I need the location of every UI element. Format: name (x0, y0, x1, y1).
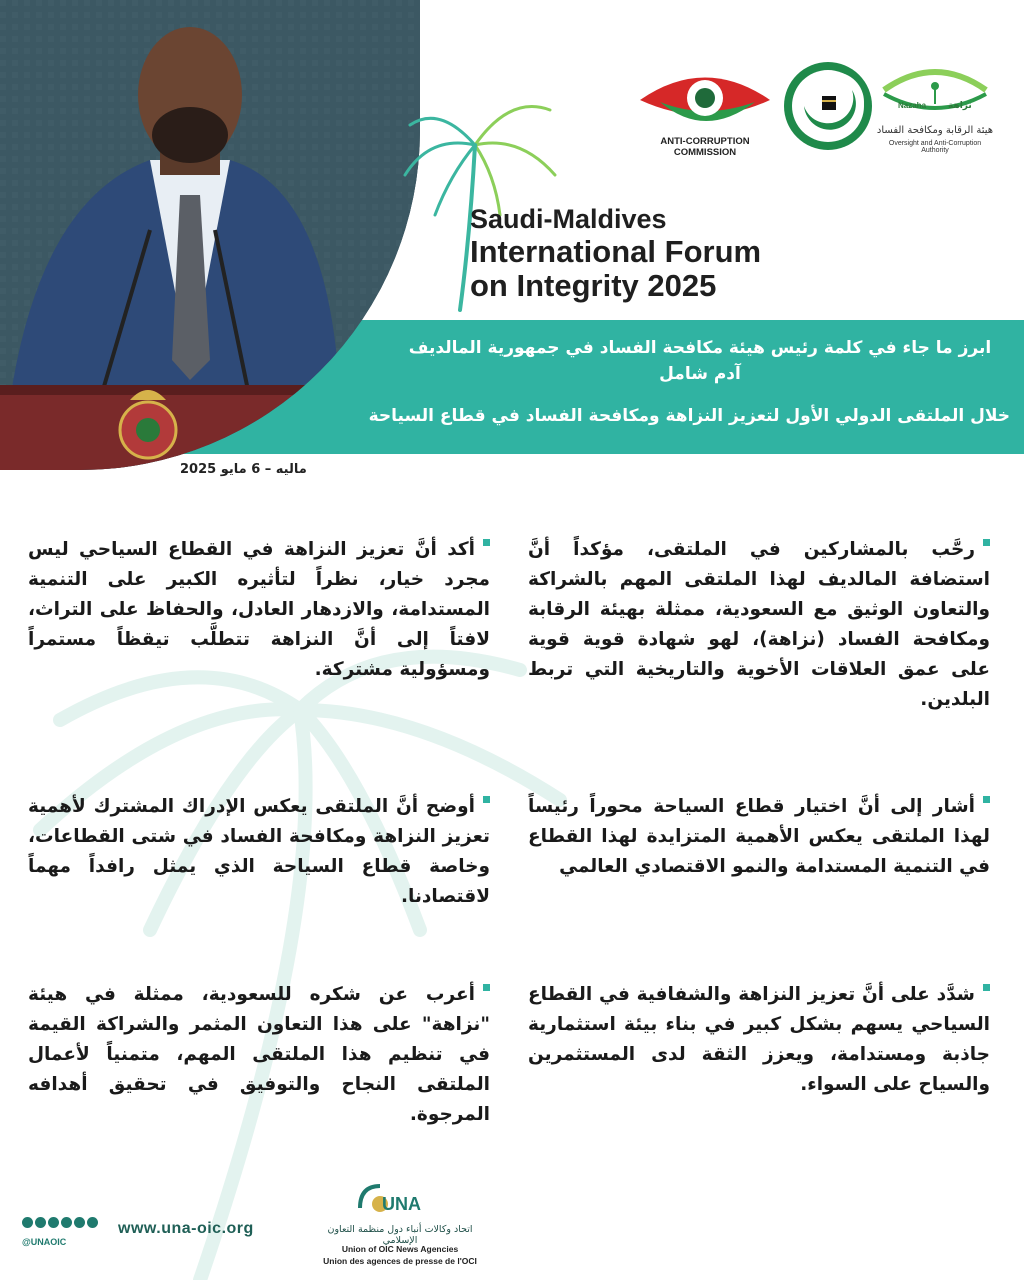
bullet-marker-icon (983, 984, 990, 991)
eye-emblem-icon (630, 60, 780, 136)
nazaha-arabic-name: هيئة الرقابة ومكافحة الفساد (876, 125, 994, 136)
bullet-text: شدَّد على أنَّ تعزيز النزاهة والشفافية في القطاع السياحي يسهم بشكل كبير في بناء بيئة استثمارية جاذبة ومستدامة، ويعزز الثقة لدى المستثمرين والسياح على السواء. (528, 984, 990, 1095)
una-logo (310, 1178, 490, 1278)
una-arabic-name: اتحاد وكالات أنباء دول منظمة التعاون الإسلامي (327, 1224, 473, 1246)
acc-caption: ANTI-CORRUPTION COMMISSION (660, 136, 750, 158)
banner-line2: آدم شامل (659, 364, 741, 384)
forum-title-line3: on Integrity 2025 (470, 267, 717, 303)
nazaha-ar-word: نزاهة (948, 101, 972, 111)
forum-title-line2: International Forum (470, 233, 762, 269)
website-link[interactable]: www.una-oic.org (118, 1220, 254, 1237)
una-french-name: Union des agences de presse de l'OCI (323, 1256, 477, 1266)
una-mark: UNA (382, 1194, 421, 1214)
telegram-icon[interactable] (74, 1217, 85, 1228)
facebook-icon[interactable] (48, 1217, 59, 1228)
headline-banner-text (230, 338, 1010, 426)
bullet-marker-icon (983, 539, 990, 546)
whatsapp-icon[interactable] (87, 1217, 98, 1228)
oic-logo (782, 60, 874, 152)
una-english-name: Union of OIC News Agencies (341, 1244, 459, 1254)
bullet-marker-icon (483, 539, 490, 546)
social-icons (22, 1217, 98, 1228)
bullet-text: أشار إلى أنَّ اختيار قطاع السياحة محوراً رئيساً لهذا الملتقى يعكس الأهمية المتزايدة لهذا القطاع في التنمية المستدامة والنمو الاقتصادي العالمي (528, 796, 990, 877)
x-icon[interactable] (22, 1217, 33, 1228)
instagram-icon[interactable] (35, 1217, 46, 1228)
nazaha-logo (876, 60, 994, 155)
bullet-text: أكد أنَّ تعزيز النزاهة في القطاع السياحي ليس مجرد خيار، نظراً لتأثيره الكبير على التنمية المستدامة، والازدهار العادل، والحفاظ على التراث، لافتاً إلى أنَّ النزاهة تتطلَّب تيقظاً مستمراً ومسؤولية مشتركة. (28, 539, 490, 680)
bullet-marker-icon (983, 796, 990, 803)
bullet-left-3 (28, 980, 490, 1130)
bullet-marker-icon (483, 984, 490, 991)
bullet-left-1 (28, 535, 490, 685)
bullet-left-2 (28, 792, 490, 912)
bullet-text: أوضح أنَّ الملتقى يعكس الإدراك المشترك لأهمية تعزيز النزاهة ومكافحة الفساد في شتى القطاعات، وخاصة قطاع السياحة الذي يمثل رافداً مهماً لاقتصادنا. (28, 796, 490, 907)
nazaha-word: Nazaha (898, 101, 927, 110)
bullet-right-1 (528, 535, 990, 715)
banner-line1: ابرز ما جاء في كلمة رئيس هيئة مكافحة الفساد في جمهورية المالديف (408, 338, 992, 358)
forum-title (470, 205, 761, 303)
social-handle: @UNAOIC (22, 1237, 67, 1247)
nazaha-english-name: Oversight and Anti-Corruption Authority (888, 140, 982, 154)
bullet-right-3 (528, 980, 990, 1100)
banner-line3: خلال الملتقى الدولي الأول لتعزيز النزاهة ومكافحة الفساد في قطاع السياحة (368, 406, 1010, 426)
forum-title-line1: Saudi-Maldives (470, 204, 667, 234)
anti-corruption-commission-logo (630, 60, 780, 158)
bullet-marker-icon (483, 796, 490, 803)
youtube-icon[interactable] (61, 1217, 72, 1228)
bullet-right-2 (528, 792, 990, 882)
bullet-text: رحَّب بالمشاركين في الملتقى، مؤكداً أنَّ استضافة المالديف لهذا الملتقى المهم بالشراكة والتعاون الوثيق مع السعودية، ممثلة بهيئة الرقابة ومكافحة الفساد (نزاهة)، لهو شهادة قوية قوية على عمق العلاقات الأخوية والتاريخية التي تربط البلدين. (528, 539, 990, 710)
oic-crescent-icon (782, 60, 874, 152)
bullet-text: أعرب عن شكره للسعودية، ممثلة في هيئة "نزاهة" على هذا التعاون المثمر والشراكة القيمة في تنظيم هذا الملتقى المهم، متمنياً لأعمال الملتقى النجاح والتوفيق في تحقيق أهدافه المرجوة. (28, 984, 490, 1125)
nazaha-emblem-icon (876, 60, 994, 122)
dateline: ماليه – 6 مايو 2025 (180, 462, 307, 477)
